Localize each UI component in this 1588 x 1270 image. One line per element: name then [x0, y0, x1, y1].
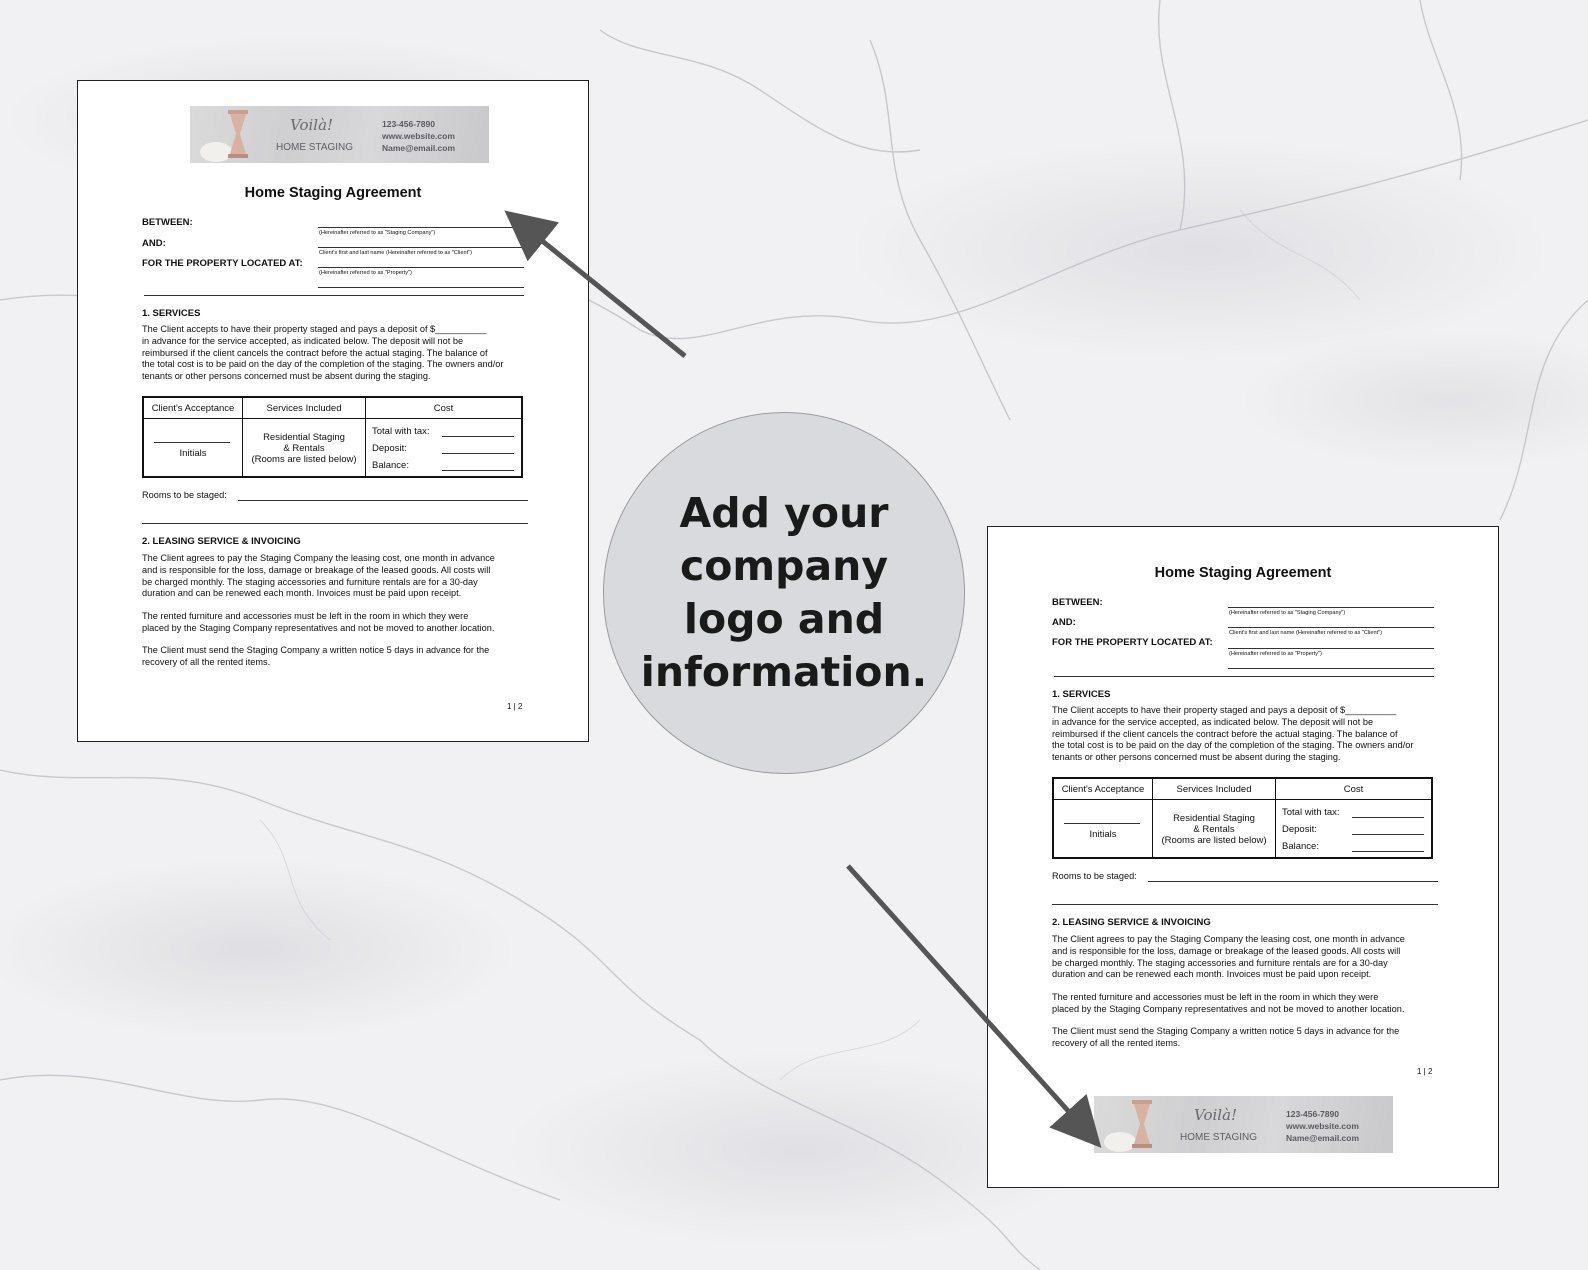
staging-company-note: (Hereinafter referred to as "Staging Company") — [319, 230, 436, 236]
total-label: Total with tax: — [1282, 807, 1340, 818]
client-note: Client's first and last name (Hereinafter referred to as "Client") — [1229, 630, 1383, 636]
arrow-to-bottom-logo-icon — [848, 866, 1088, 1133]
services-heading: 1. SERVICES — [142, 308, 201, 319]
logo-website: www.website.com — [382, 131, 455, 141]
leasing-heading: 2. LEASING SERVICE & INVOICING — [1052, 917, 1211, 928]
logo-website: www.website.com — [1286, 1121, 1359, 1131]
service-line: & Rentals — [283, 443, 325, 454]
leasing-line: The Client agrees to pay the Staging Company the leasing cost, one month in advance — [142, 553, 495, 563]
logo-brand-name: Voilà! — [290, 116, 334, 134]
leasing-line: be charged monthly. The staging accessories and furniture rentals are for a 30-day — [142, 576, 478, 587]
logo-tagline: HOME STAGING — [276, 142, 354, 153]
between-label: BETWEEN: — [1052, 597, 1103, 608]
staging-company-note: (Hereinafter referred to as "Staging Company") — [1229, 610, 1346, 616]
logo-brand-name: Voilà! — [1194, 1106, 1238, 1124]
col-services-header: Services Included — [266, 403, 342, 414]
property-note: (Hereinafter referred to as "Property") — [319, 270, 412, 276]
initials-label: Initials — [179, 448, 207, 459]
logo-tagline: HOME STAGING — [1180, 1132, 1258, 1143]
rooms-label: Rooms to be staged: — [1052, 871, 1137, 881]
leasing-line: be charged monthly. The staging accessories and furniture rentals are for a 30-day — [1052, 957, 1388, 968]
deposit-label: Deposit: — [372, 443, 407, 454]
between-label: BETWEEN: — [142, 217, 193, 228]
logo-phone: 123-456-7890 — [382, 119, 435, 129]
arrow-to-top-logo-icon — [520, 223, 685, 356]
services-heading: 1. SERVICES — [1052, 689, 1111, 700]
callout-text: Add your company logo and information. — [640, 489, 928, 696]
services-line: tenants or other persons concerned must be absent during the staging. — [1052, 752, 1341, 763]
service-line: & Rentals — [1193, 824, 1235, 835]
leasing-line: The rented furniture and accessories must be left in the room in which they were — [1052, 992, 1379, 1002]
agreement-title: Home Staging Agreement — [1154, 565, 1332, 581]
col-acceptance-header: Client's Acceptance — [151, 403, 235, 414]
client-note: Client's first and last name (Hereinafter referred to as "Client") — [319, 250, 473, 256]
page-number: 1 | 2 — [507, 702, 523, 711]
property-label: FOR THE PROPERTY LOCATED AT: — [142, 258, 303, 269]
leasing-line: duration and can be renewed each month. Invoices must be paid upon receipt. — [142, 588, 462, 599]
services-line: the total cost is to be paid on the day of the completion of the staging. The owners and/or — [1052, 740, 1414, 751]
leasing-line: The Client agrees to pay the Staging Company the leasing cost, one month in advance — [1052, 934, 1405, 944]
leasing-line: placed by the Staging Company representatives and not be moved to another location. — [1052, 1003, 1405, 1014]
services-line: in advance for the service accepted, as indicated below. The deposit will not be — [1052, 716, 1374, 727]
services-line: the total cost is to be paid on the day of the completion of the staging. The owners and/or — [142, 359, 504, 370]
leasing-line: recovery of all the rented items. — [142, 656, 271, 667]
initials-label: Initials — [1089, 829, 1117, 840]
and-label: AND: — [1052, 617, 1076, 628]
services-line: reimbursed if the client cancels the contract before the actual staging. The balance of — [142, 347, 488, 358]
property-label: FOR THE PROPERTY LOCATED AT: — [1052, 637, 1213, 648]
leasing-line: The Client must send the Staging Company a written notice 5 days in advance for the — [142, 645, 490, 655]
leasing-heading: 2. LEASING SERVICE & INVOICING — [142, 536, 301, 547]
col-cost-header: Cost — [433, 403, 454, 414]
leasing-line: and is responsible for the loss, damage or breakage of the leased goods. All costs will — [142, 564, 491, 575]
property-note: (Hereinafter referred to as "Property") — [1229, 651, 1322, 657]
agreement-title: Home Staging Agreement — [244, 185, 422, 201]
leasing-line: The Client must send the Staging Company a written notice 5 days in advance for the — [1052, 1026, 1400, 1036]
services-line: in advance for the service accepted, as indicated below. The deposit will not be — [142, 335, 464, 346]
logo-email: Name@email.com — [382, 143, 456, 153]
services-line: The Client accepts to have their property staged and pays a deposit of $__________ — [142, 324, 487, 334]
col-acceptance-header: Client's Acceptance — [1061, 784, 1145, 795]
col-services-header: Services Included — [1176, 784, 1252, 795]
leasing-line: duration and can be renewed each month. Invoices must be paid upon receipt. — [1052, 969, 1372, 980]
page-number: 1 | 2 — [1417, 1067, 1433, 1076]
rooms-label: Rooms to be staged: — [142, 490, 227, 500]
services-line: The Client accepts to have their property staged and pays a deposit of $__________ — [1052, 705, 1397, 715]
leasing-line: recovery of all the rented items. — [1052, 1037, 1181, 1048]
balance-label: Balance: — [1282, 841, 1319, 852]
total-label: Total with tax: — [372, 426, 430, 437]
logo-email: Name@email.com — [1286, 1133, 1360, 1143]
leasing-line: The rented furniture and accessories must be left in the room in which they were — [142, 611, 469, 621]
balance-label: Balance: — [372, 460, 409, 471]
deposit-label: Deposit: — [1282, 824, 1317, 835]
services-line: tenants or other persons concerned must be absent during the staging. — [142, 371, 431, 382]
col-cost-header: Cost — [1343, 784, 1364, 795]
leasing-line: and is responsible for the loss, damage or breakage of the leased goods. All costs will — [1052, 945, 1401, 956]
service-line: (Rooms are listed below) — [251, 454, 357, 465]
and-label: AND: — [142, 238, 166, 249]
service-line: Residential Staging — [263, 432, 345, 443]
services-line: reimbursed if the client cancels the contract before the actual staging. The balance of — [1052, 728, 1398, 739]
logo-phone: 123-456-7890 — [1286, 1109, 1339, 1119]
service-line: (Rooms are listed below) — [1161, 835, 1267, 846]
service-line: Residential Staging — [1173, 813, 1255, 824]
leasing-line: placed by the Staging Company representatives and not be moved to another location. — [142, 622, 495, 633]
